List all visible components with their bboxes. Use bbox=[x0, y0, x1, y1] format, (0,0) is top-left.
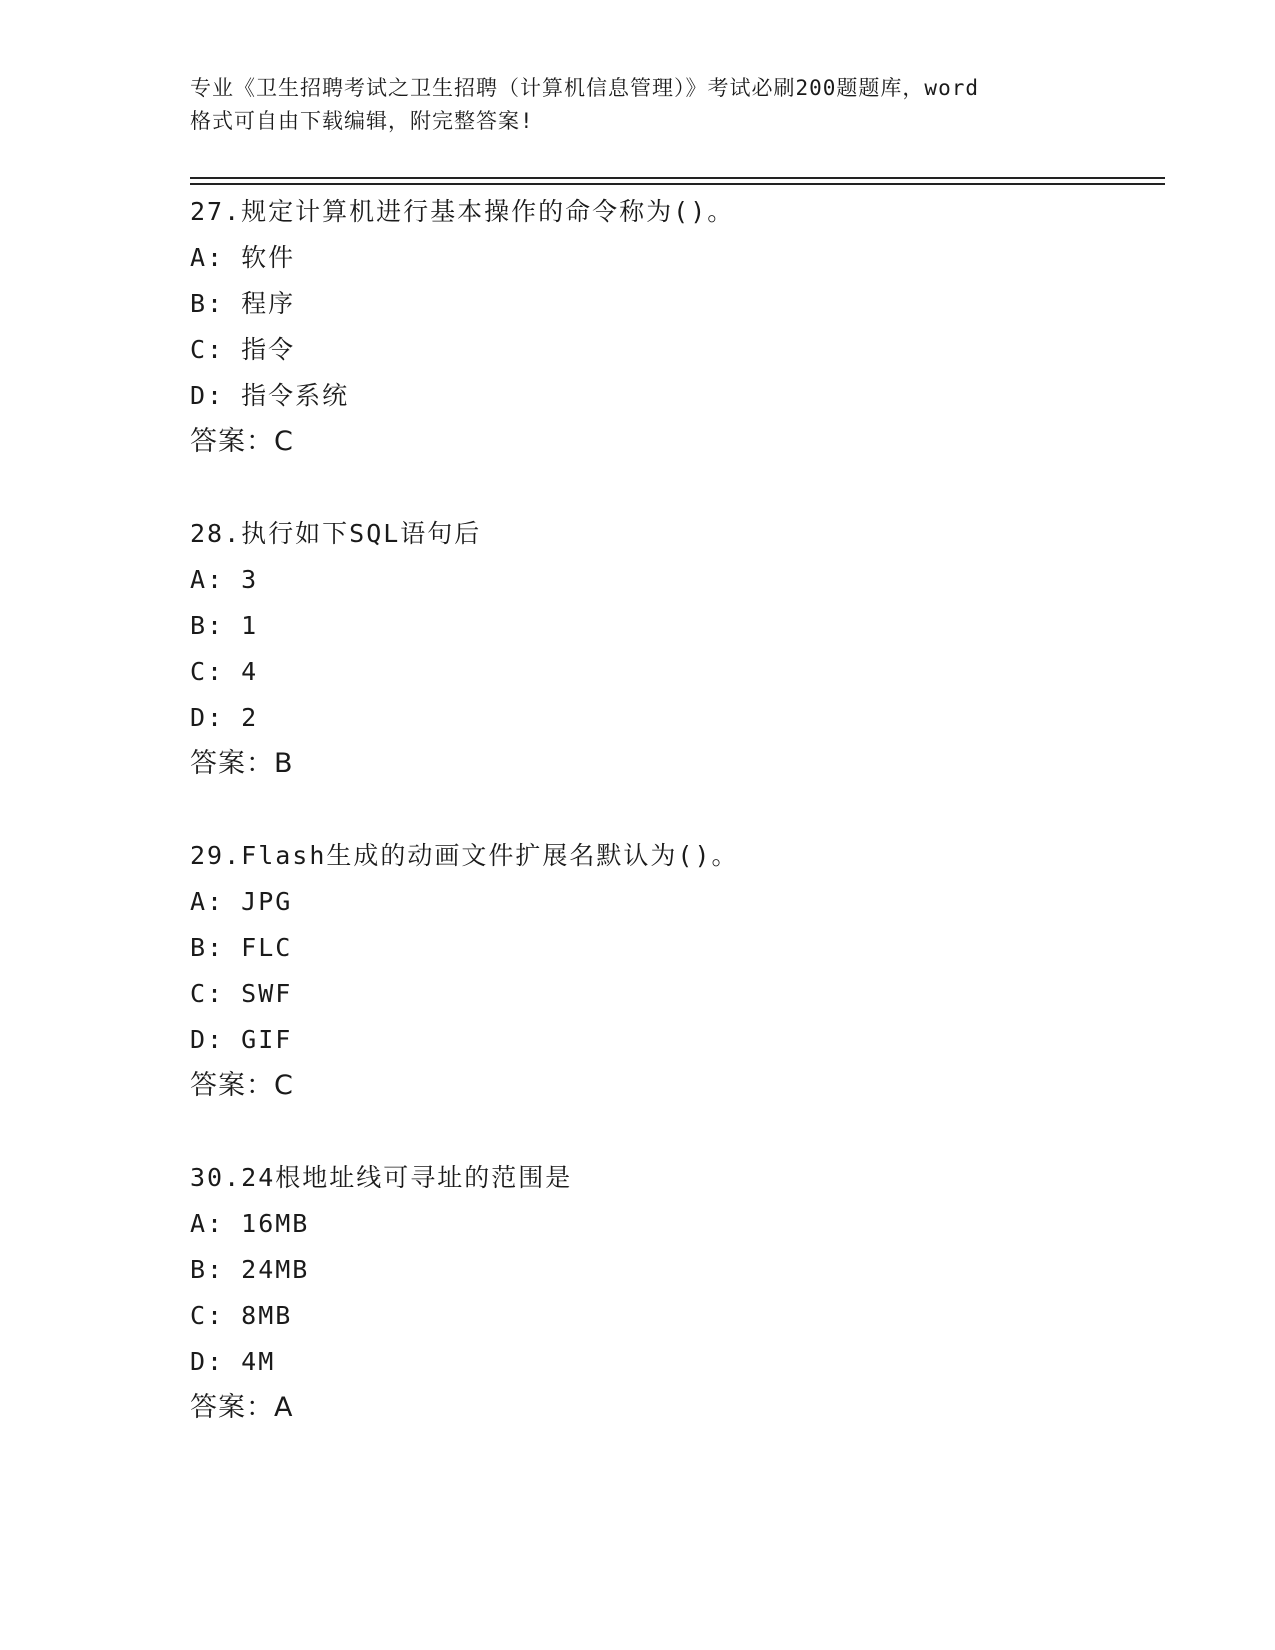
question-28 bbox=[190, 511, 1140, 787]
question-30 bbox=[190, 1155, 1140, 1431]
header-line-1: 专业《卫生招聘考试之卫生招聘（计算机信息管理）》考试必刷200题题库，word bbox=[190, 76, 979, 100]
question-stem: 30.24根地址线可寻址的范围是 bbox=[190, 1163, 573, 1192]
option-d: D: 指令系统 bbox=[190, 381, 350, 410]
question-29 bbox=[190, 833, 1140, 1109]
question-stem: 27.规定计算机进行基本操作的命令称为()。 bbox=[190, 197, 735, 226]
option-b: B: FLC bbox=[190, 933, 293, 962]
option-a: A: JPG bbox=[190, 887, 293, 916]
header-divider-top bbox=[190, 177, 1165, 179]
answer-label: 答案：C bbox=[190, 1070, 294, 1101]
answer-label: 答案：B bbox=[190, 748, 294, 779]
option-a: A: 软件 bbox=[190, 243, 296, 272]
document-header bbox=[190, 72, 1090, 138]
option-c: C: 8MB bbox=[190, 1301, 293, 1330]
answer-label: 答案：A bbox=[190, 1392, 294, 1423]
option-c: C: SWF bbox=[190, 979, 293, 1008]
option-d: D: 4M bbox=[190, 1347, 276, 1376]
option-b: B: 1 bbox=[190, 611, 259, 640]
question-stem: 29.Flash生成的动画文件扩展名默认为()。 bbox=[190, 841, 739, 870]
header-line-2: 格式可自由下载编辑，附完整答案! bbox=[190, 109, 534, 133]
header-divider-bottom bbox=[190, 183, 1165, 185]
question-stem: 28.执行如下SQL语句后 bbox=[190, 519, 482, 548]
option-b: B: 程序 bbox=[190, 289, 296, 318]
option-d: D: 2 bbox=[190, 703, 259, 732]
question-27 bbox=[190, 189, 1140, 465]
option-a: A: 16MB bbox=[190, 1209, 310, 1238]
option-b: B: 24MB bbox=[190, 1255, 310, 1284]
option-d: D: GIF bbox=[190, 1025, 293, 1054]
answer-label: 答案：C bbox=[190, 426, 294, 457]
option-c: C: 4 bbox=[190, 657, 259, 686]
option-c: C: 指令 bbox=[190, 335, 296, 364]
option-a: A: 3 bbox=[190, 565, 259, 594]
